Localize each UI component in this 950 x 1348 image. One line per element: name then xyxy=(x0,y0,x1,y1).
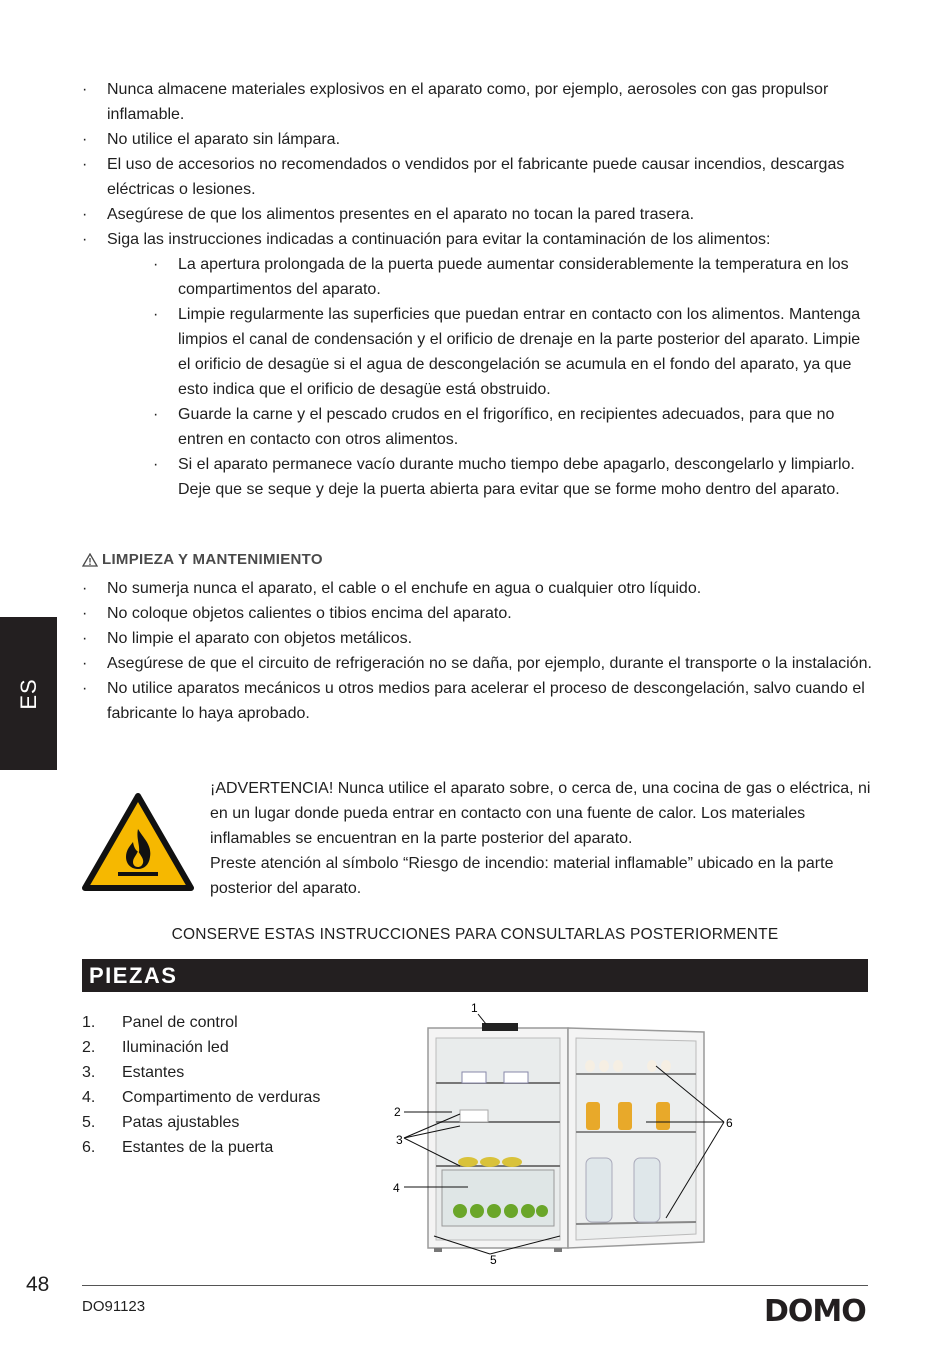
list-item: · No sumerja nunca el aparato, el cable o el enchufe en agua o cualquier otro líquido. xyxy=(82,576,882,601)
footer-divider xyxy=(82,1285,868,1286)
parts-section-title: PIEZAS xyxy=(89,963,178,988)
callout-1: 1 xyxy=(471,1001,478,1015)
list-item: · Si el aparato permanece vacío durante mucho tiempo debe apagarlo, descongelarlo y limpiarlo. Deje que se seque y deje la puerta abierta para evitar que se forme moho dentro del aparato. xyxy=(153,452,865,502)
list-item: · Nunca almacene materiales explosivos en el aparato como, por ejemplo, aerosoles con gas propulsor inflamable. xyxy=(82,77,882,127)
list-item: · Guarde la carne y el pescado crudos en el frigorífico, en recipientes adecuados, para que no entren en contacto con otros alimentos. xyxy=(153,402,865,452)
list-item: · Asegúrese de que el circuito de refrigeración no se daña, por ejemplo, durante el transporte o la instalación. xyxy=(82,651,882,676)
warning-paragraph: Preste atención al símbolo “Riesgo de incendio: material inflamable” ubicado en la parte posterior del aparato. xyxy=(210,855,834,897)
contamination-list xyxy=(153,252,865,502)
list-item-number: 6. xyxy=(82,1139,96,1156)
list-item-label: Patas ajustables xyxy=(122,1114,240,1131)
warning-text xyxy=(210,776,875,901)
list-item: · El uso de accesorios no recomendados o vendidos por el fabricante puede causar incendios, descargas eléctricas o lesiones. xyxy=(82,152,882,202)
list-item xyxy=(82,1110,320,1135)
callout-2: 2 xyxy=(394,1105,401,1119)
list-item: · No utilice aparatos mecánicos u otros medios para acelerar el proceso de descongelación, salvo cuando el fabricante lo haya aprobado. xyxy=(82,676,882,726)
language-tab-label: ES xyxy=(15,677,41,710)
list-item-label: Iluminación led xyxy=(122,1039,229,1056)
language-tab xyxy=(0,617,57,770)
callout-4: 4 xyxy=(393,1181,400,1195)
list-item-number: 3. xyxy=(82,1064,96,1081)
list-item-label: Panel de control xyxy=(122,1014,238,1031)
callout-6: 6 xyxy=(726,1116,733,1130)
parts-section-header xyxy=(82,959,868,992)
list-item-label: Compartimento de verduras xyxy=(122,1089,321,1106)
list-item-label: Estantes xyxy=(122,1064,185,1081)
list-item: · La apertura prolongada de la puerta puede aumentar considerablemente la temperatura en los compartimentos del aparato. xyxy=(153,252,865,302)
warning-paragraph: ¡ADVERTENCIA! Nunca utilice el aparato sobre, o cerca de, una cocina de gas o eléctrica, ni en un lugar donde pueda entrar en contacto con una fuente de calor. Los materiales inflamables se encuentran en la parte posterior del aparato. xyxy=(210,780,871,847)
list-item: · Limpie regularmente las superficies que puedan entrar en contacto con los alimentos. Mantenga limpios el canal de condensación y el orificio de drenaje en la parte posterior del aparato. Limpie el orificio de desagüe si el agua de descongelación se acumula en el fondo del aparato, ya que esto indica que el orificio de desagüe está obstruido. xyxy=(153,302,865,402)
list-item: · Asegúrese de que los alimentos presentes en el aparato no tocan la pared trasera. xyxy=(82,202,882,227)
flammable-warning-icon xyxy=(82,793,194,891)
list-item xyxy=(82,1060,320,1085)
maintenance-heading-text: LIMPIEZA Y MANTENIMIENTO xyxy=(102,551,323,568)
safety-list xyxy=(82,77,882,252)
warning-triangle-icon xyxy=(82,553,98,567)
list-item xyxy=(82,1010,320,1035)
list-item xyxy=(82,1035,320,1060)
parts-list xyxy=(82,1010,320,1160)
keep-instructions-notice: CONSERVE ESTAS INSTRUCCIONES PARA CONSULTARLAS POSTERIORMENTE xyxy=(171,926,779,943)
maintenance-heading xyxy=(82,551,323,568)
list-item-number: 2. xyxy=(82,1039,96,1056)
list-item: · No limpie el aparato con objetos metálicos. xyxy=(82,626,882,651)
list-item: · No utilice el aparato sin lámpara. xyxy=(82,127,882,152)
list-item xyxy=(82,1085,320,1110)
page-number: 48 xyxy=(26,1273,50,1296)
maintenance-list xyxy=(82,576,882,726)
list-item-number: 4. xyxy=(82,1089,96,1106)
list-item: · Siga las instrucciones indicadas a continuación para evitar la contaminación de los alimentos: xyxy=(82,227,882,252)
list-item: · No coloque objetos calientes o tibios encima del aparato. xyxy=(82,601,882,626)
model-number: DO91123 xyxy=(82,1298,146,1315)
callout-5: 5 xyxy=(490,1253,497,1267)
list-item xyxy=(82,1135,320,1160)
brand-logo: DOMO xyxy=(764,1294,866,1329)
list-item-number: 1. xyxy=(82,1014,96,1031)
list-item-number: 5. xyxy=(82,1114,96,1131)
fridge-diagram xyxy=(390,998,740,1270)
callout-3: 3 xyxy=(396,1133,403,1147)
list-item-label: Estantes de la puerta xyxy=(122,1139,274,1156)
